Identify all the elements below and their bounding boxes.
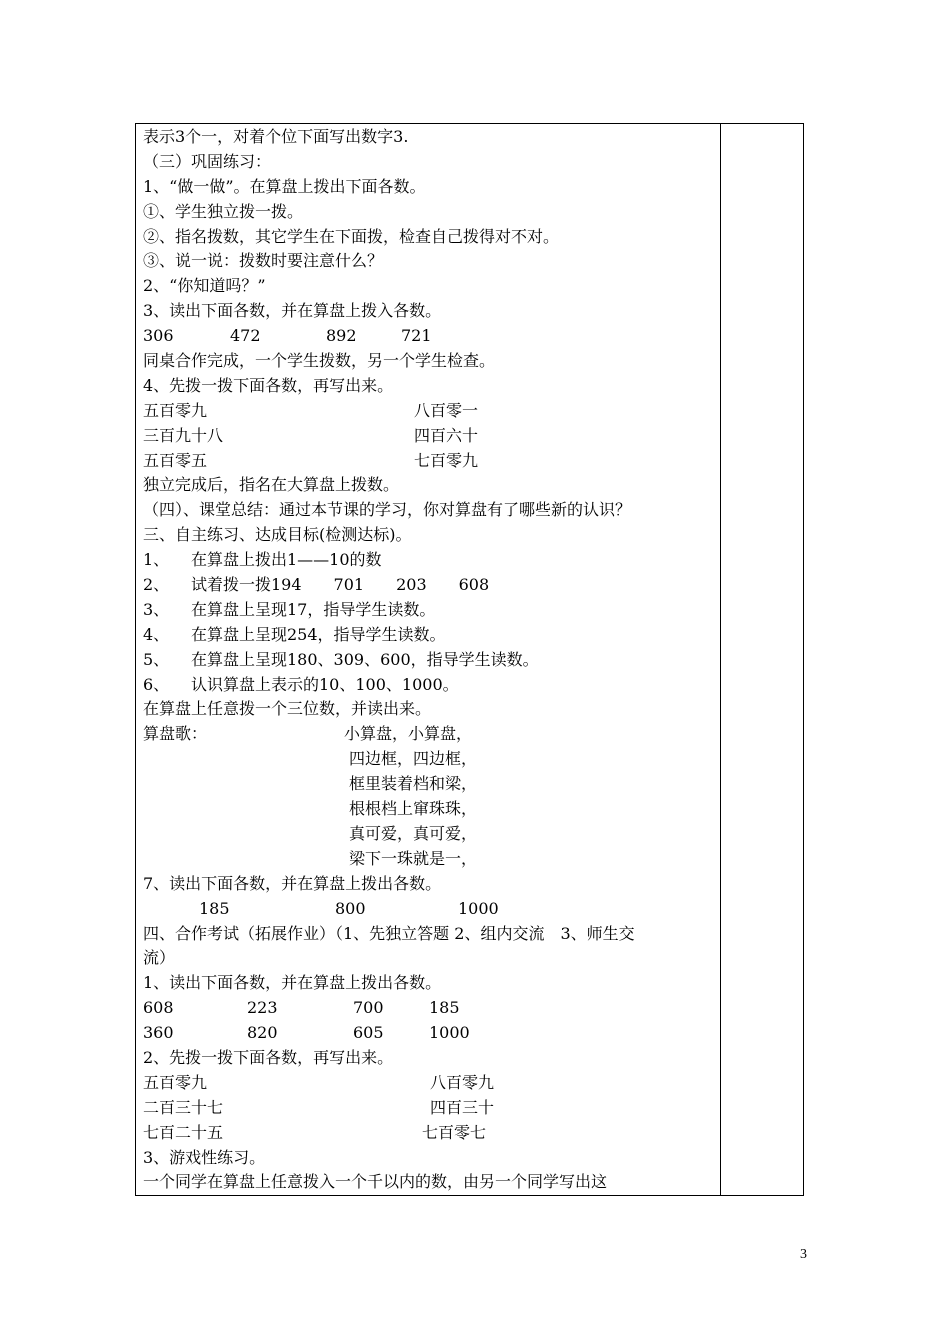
text-line: 四、合作考试（拓展作业）（1、先独立答题 2、组内交流 3、师生交	[143, 923, 635, 943]
item-text: 认识算盘上表示的10、100、1000。	[191, 674, 459, 694]
numbered-item	[143, 548, 715, 573]
number-cell: 605	[353, 1023, 384, 1043]
text-line: 4、先拨一拨下面各数，再写出来。	[143, 375, 394, 395]
item-number: 2、	[143, 575, 170, 595]
pair-row	[143, 424, 715, 449]
song-row	[143, 772, 715, 797]
text-line: ②、指名拨数，其它学生在下面拨，检查自己拨得对不对。	[143, 226, 560, 246]
text-line: 1、“做一做”。在算盘上拨出下面各数。	[143, 176, 426, 196]
number-cell: 306	[143, 326, 174, 346]
item-number: 3、	[143, 599, 170, 619]
item-text: 在算盘上呈现254，指导学生读数。	[191, 624, 446, 644]
numbered-item	[143, 598, 715, 623]
number-cell: 1000	[458, 898, 499, 918]
pair-left: 五百零五	[143, 450, 208, 470]
song-row	[143, 822, 715, 847]
page-number: 3	[800, 1247, 807, 1262]
song-row	[143, 722, 715, 747]
text-line: 2、先拨一拨下面各数，再写出来。	[143, 1047, 394, 1067]
pair-left: 三百九十八	[143, 425, 224, 445]
pair-right: 四百三十	[430, 1097, 495, 1117]
pair-row	[143, 1121, 715, 1146]
song-line: 梁下一珠就是一，	[349, 848, 478, 868]
item-text: 试着拨一拨194 701 203 608	[191, 575, 490, 595]
song-line: 真可爱，真可爱，	[349, 823, 478, 843]
text-line: （四）、课堂总结：通过本节课的学习，你对算盘有了哪些新的认识？	[143, 500, 632, 520]
lesson-content	[143, 125, 715, 1195]
text-line: 流）	[143, 948, 176, 968]
text-line: （三）巩固练习：	[143, 151, 272, 171]
song-row	[143, 847, 715, 872]
pair-row	[143, 449, 715, 474]
pair-right: 七百零九	[414, 450, 479, 470]
numbered-item	[143, 673, 715, 698]
number-cell: 800	[335, 898, 366, 918]
song-line: 框里装着档和梁，	[349, 774, 478, 794]
number-row	[143, 897, 715, 922]
item-text: 在算盘上拨出1——10的数	[191, 550, 382, 570]
lesson-table	[135, 123, 804, 1196]
pair-left: 二百三十七	[143, 1097, 224, 1117]
pair-row	[143, 1071, 715, 1096]
number-cell: 721	[401, 326, 432, 346]
text-line: 一个同学在算盘上任意拨入一个千以内的数，由另一个同学写出这	[143, 1172, 608, 1192]
number-row	[143, 1021, 715, 1046]
text-line: 在算盘上任意拨一个三位数，并读出来。	[143, 699, 432, 719]
pair-right: 八百零九	[430, 1072, 495, 1092]
numbered-item	[143, 623, 715, 648]
text-line: 3、游戏性练习。	[143, 1147, 266, 1167]
song-line: 根根档上窜珠珠，	[349, 799, 478, 819]
item-number: 1、	[143, 550, 170, 570]
item-number: 4、	[143, 624, 170, 644]
number-cell: 472	[230, 326, 261, 346]
pair-right: 七百零七	[422, 1122, 487, 1142]
number-cell: 185	[429, 998, 460, 1018]
number-row	[143, 996, 715, 1021]
song-label: 算盘歌：	[143, 724, 208, 744]
number-cell: 892	[326, 326, 357, 346]
number-cell: 820	[247, 1023, 278, 1043]
item-number: 5、	[143, 649, 170, 669]
pair-left: 七百二十五	[143, 1122, 224, 1142]
text-line: 三、自主练习、达成目标(检测达标)。	[143, 525, 412, 545]
pair-left: 五百零九	[143, 400, 208, 420]
number-row	[143, 324, 715, 349]
pair-row	[143, 1096, 715, 1121]
number-cell: 360	[143, 1023, 174, 1043]
song-line: 小算盘，小算盘，	[344, 724, 473, 744]
song-row	[143, 797, 715, 822]
number-cell: 1000	[429, 1023, 470, 1043]
text-line: ③、说一说：拨数时要注意什么？	[143, 251, 384, 271]
text-line: 2、“你知道吗？”	[143, 276, 266, 296]
text-line: 1、读出下面各数，并在算盘上拨出各数。	[143, 973, 442, 993]
pair-right: 八百零一	[414, 400, 479, 420]
text-line: 3、读出下面各数，并在算盘上拨入各数。	[143, 301, 442, 321]
item-number: 6、	[143, 674, 170, 694]
column-divider	[720, 124, 721, 1195]
number-cell: 608	[143, 998, 174, 1018]
number-cell: 700	[353, 998, 384, 1018]
pair-right: 四百六十	[414, 425, 479, 445]
text-line: 同桌合作完成，一个学生拨数，另一个学生检查。	[143, 351, 496, 371]
text-line: 表示3个一，对着个位下面写出数字3.	[143, 127, 409, 146]
text-line: 独立完成后，指名在大算盘上拨数。	[143, 475, 400, 495]
pair-left: 五百零九	[143, 1072, 208, 1092]
text-line: 7、读出下面各数，并在算盘上拨出各数。	[143, 873, 442, 893]
item-text: 在算盘上呈现180、309、600，指导学生读数。	[191, 649, 539, 669]
song-line: 四边框，四边框，	[349, 749, 478, 769]
numbered-item	[143, 573, 715, 598]
item-text: 在算盘上呈现17，指导学生读数。	[191, 599, 436, 619]
song-row	[143, 747, 715, 772]
pair-row	[143, 399, 715, 424]
text-line: ①、学生独立拨一拨。	[143, 201, 304, 221]
number-cell: 185	[199, 898, 230, 918]
number-cell: 223	[247, 998, 278, 1018]
numbered-item	[143, 648, 715, 673]
